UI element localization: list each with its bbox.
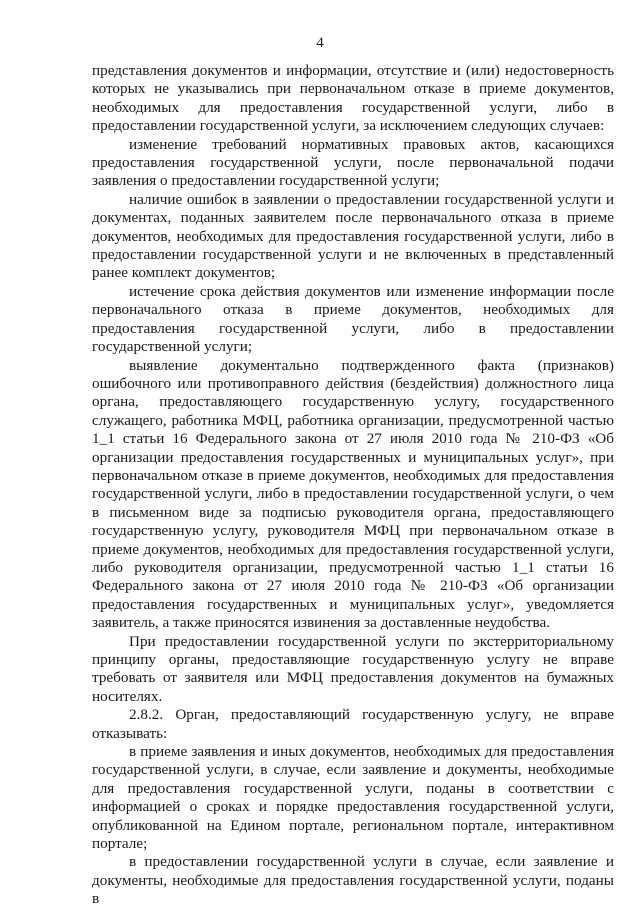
- paragraph: наличие ошибок в заявлении о предоставлении государственной услуги и документах, поданных заявителем после первоначального отказа в приеме документов, необходимых для предоставления государственной услуги, либо в предоставлении государственной услуги и не включенных в представленный ранее комплект документов;: [92, 190, 614, 282]
- paragraph: истечение срока действия документов или изменение информации после первоначального отказа в приеме документов, необходимых для предоставления государственной услуги, либо в предоставлении государственной услуги;: [92, 282, 614, 356]
- paragraph: в приеме заявления и иных документов, необходимых для предоставления государственной услуги, в случае, если заявление и документы, необходимые для предоставления государственной услуги, поданы в соответствии с информацией о сроках и порядке предоставления государственной услуги, опубликованной на Едином портале, региональном портале, интерактивном портале;: [92, 743, 614, 853]
- page-number: 4: [316, 35, 324, 51]
- paragraph: При предоставлении государственной услуги по экстерриториальному принципу органы, предоставляющие государственную услугу не вправе требовать от заявителя или МФЦ предоставления документов на бумажных носителях.: [92, 632, 614, 705]
- paragraph: представления документов и информации, отсутствие и (или) недостоверность которых не указывались при первоначальном отказе в приеме документов, необходимых для предоставления государственной услуги, либо в предоставлении государственной услуги, за исключением следующих случаев:: [92, 62, 614, 135]
- paragraph: изменение требований нормативных правовых актов, касающихся предоставления государственной услуги, после первоначальной подачи заявления о предоставлении государственной услуги;: [92, 135, 614, 190]
- paragraph: выявление документально подтвержденного факта (признаков) ошибочного или противоправного действия (бездействия) должностного лица органа, предоставляющего государственную услугу, государственного служащего, работника МФЦ, работника организации, предусмотренной частью 1_1 статьи 16 Федерального закона от 27 июля 2010 года № 210-ФЗ «Об организации предоставления государственных и муниципальных услуг», при первоначальном отказе в приеме документов, необходимых для предоставления государственной услуги, либо в предоставлении государственной услуги, о чем в письменном виде за подписью руководителя органа, предоставляющего государственную услугу, руководителя МФЦ при первоначальном отказе в приеме документов, необходимых для предоставления государственной услуги, либо руководителя организации, предусмотренной частью 1_1 статьи 16 Федерального закона от 27 июля 2010 года № 210-ФЗ «Об организации предоставления государственных и муниципальных услуг», уведомляется заявитель, а также приносятся извинения за доставленные неудобства.: [92, 356, 614, 632]
- paragraph: 2.8.2. Орган, предоставляющий государственную услугу, не вправе отказывать:: [92, 706, 614, 742]
- paragraph: в предоставлении государственной услуги в случае, если заявление и документы, необходимые для предоставления государственной услуги, поданы в: [92, 853, 614, 908]
- document-body: [92, 62, 614, 909]
